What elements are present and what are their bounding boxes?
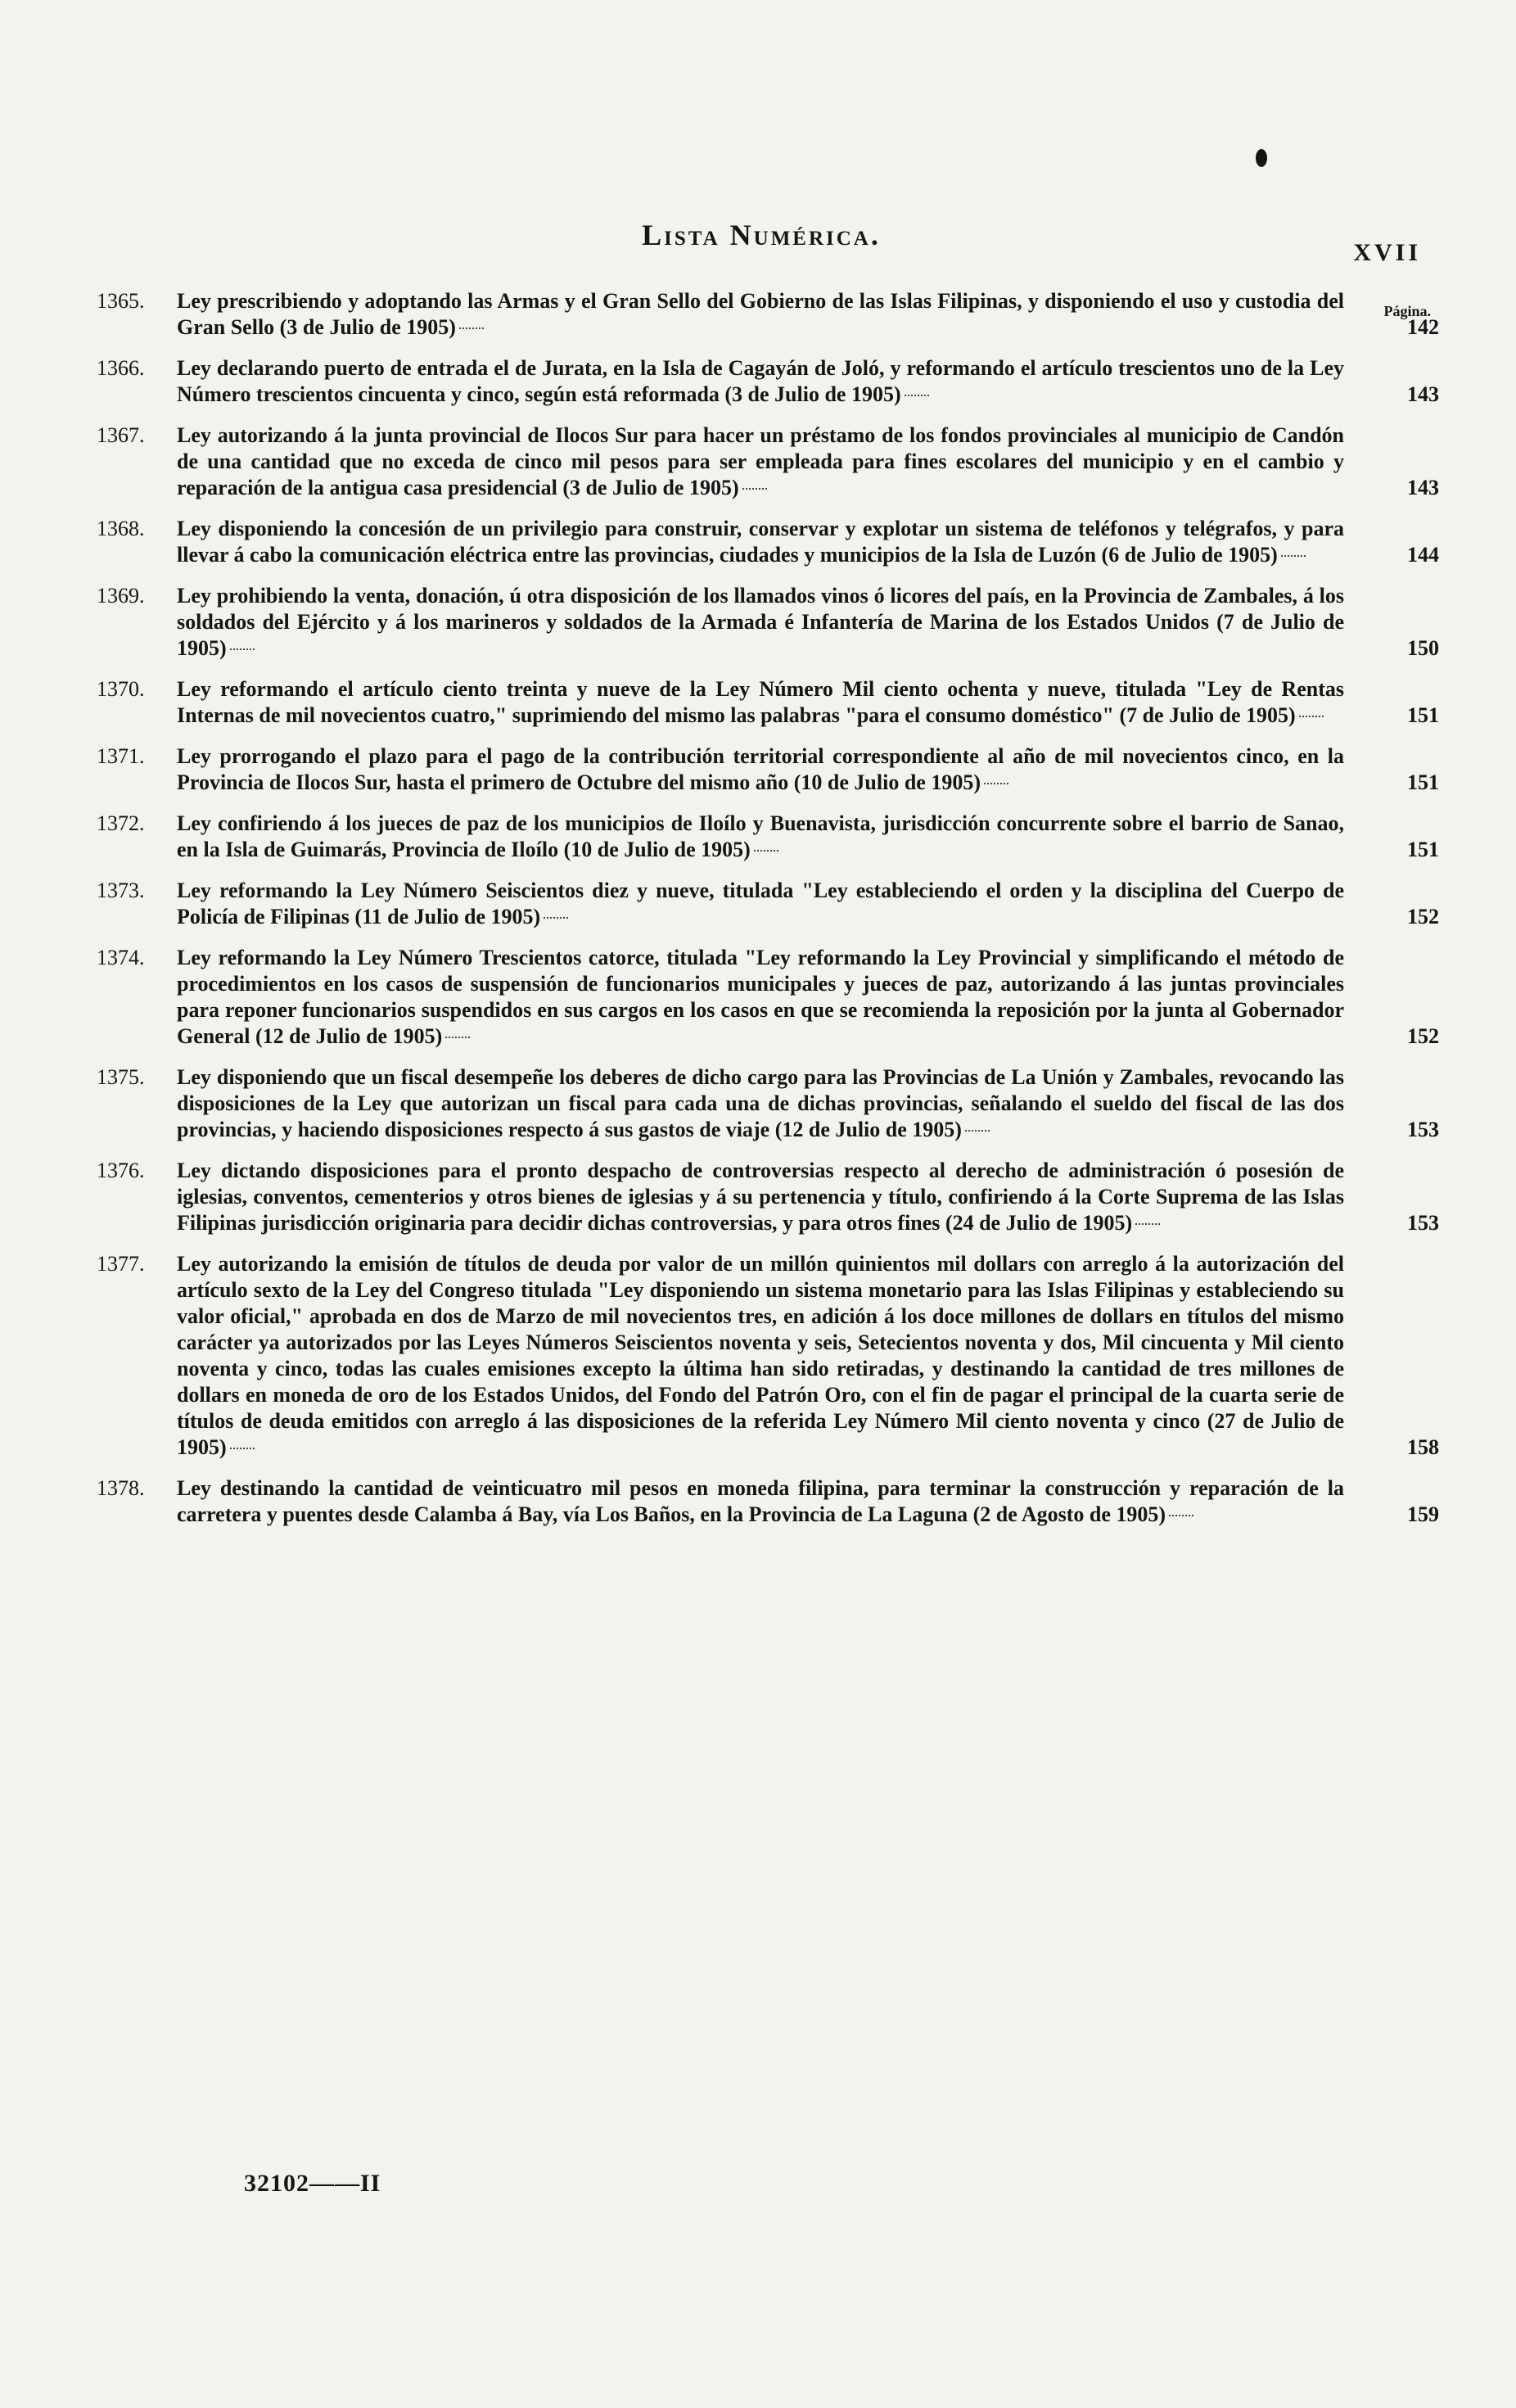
- entry-page: 143: [1407, 476, 1439, 499]
- entry-page: 151: [1407, 703, 1439, 727]
- entry-number: 1371.: [97, 744, 145, 768]
- list-item: [97, 1158, 1439, 1236]
- entry-text: Ley disponiendo que un fiscal desempeñe los deberes de dicho cargo para las Provincias de La Unión y Zambales, revocando las disposiciones de la Ley que autorizan un fiscal para cada una de dichas provincias, señalando el sueldo del fiscal de las dos provincias, y haciendo disposiciones respecto á sus gastos de viaje (12 de Julio de 1905): [177, 1065, 1344, 1141]
- entry-number: 1374.: [97, 946, 145, 969]
- entry-number: 1367.: [97, 423, 145, 447]
- entry-text: Ley reformando el artículo ciento treinta y nueve de la Ley Número Mil ciento ochenta y nueve, titulada "Ley de Rentas Internas de mil novecientos cuatro," suprimiendo del mismo las palabras "para el consumo doméstico" (7 de Julio de 1905): [177, 677, 1344, 727]
- entry-number: 1376.: [97, 1159, 145, 1182]
- entry-page: 151: [1407, 770, 1439, 794]
- entry-number: 1370.: [97, 677, 145, 701]
- entry-page: 152: [1407, 905, 1439, 928]
- entry-number: 1366.: [97, 356, 145, 380]
- list-item: [97, 811, 1439, 863]
- entry-text: Ley prorrogando el plazo para el pago de la contribución territorial correspondiente al año de mil novecientos cinco, en la Provincia de Ilocos Sur, hasta el primero de Octubre del mismo año (10 de Julio de 1905): [177, 744, 1344, 794]
- entry-number: 1365.: [97, 289, 145, 313]
- entry-text: Ley prescribiendo y adoptando las Armas y el Gran Sello del Gobierno de las Islas Filipinas, y disponiendo el uso y custodia del Gran Sello (3 de Julio de 1905): [177, 289, 1344, 339]
- entry-page: 151: [1407, 838, 1439, 861]
- entry-number: 1372.: [97, 811, 145, 835]
- list-item: [97, 1475, 1439, 1528]
- entry-number: 1369.: [97, 584, 145, 608]
- entry-page: 142: [1407, 315, 1439, 339]
- entry-page: 150: [1407, 636, 1439, 660]
- entry-number: 1377.: [97, 1252, 145, 1276]
- ink-dot: [1256, 149, 1267, 167]
- list-item: [97, 355, 1439, 408]
- entry-page: 153: [1407, 1118, 1439, 1141]
- entry-list: [97, 288, 1439, 1543]
- list-item: [97, 1064, 1439, 1143]
- list-item: [97, 583, 1439, 662]
- entry-text: Ley dictando disposiciones para el pronto despacho de controversias respecto al derecho de administración ó posesión de iglesias, conventos, cementerios y otros bienes de iglesias y á su pertenencia y título, confiriendo á la Corte Suprema de las Islas Filipinas jurisdicción originaria para decidir dichas controversias, y para otros fines (24 de Julio de 1905): [177, 1159, 1344, 1235]
- entry-number: 1368.: [97, 517, 145, 540]
- page-number: XVII: [1353, 239, 1421, 266]
- entry-number: 1373.: [97, 879, 145, 902]
- entry-page: 143: [1407, 382, 1439, 406]
- entry-number: 1375.: [97, 1065, 145, 1089]
- page-column-label: Página.: [1383, 303, 1431, 319]
- entry-text: Ley destinando la cantidad de veinticuatro mil pesos en moneda filipina, para terminar la construcción y reparación de la carretera y puentes desde Calamba á Bay, vía Los Baños, en la Provincia de La Laguna (2 de Agosto de 1905): [177, 1476, 1344, 1526]
- list-item: [97, 676, 1439, 729]
- entry-text: Ley confiriendo á los jueces de paz de los municipios de Iloílo y Buenavista, jurisdicción concurrente sobre el barrio de Sanao, en la Isla de Guimarás, Provincia de Iloílo (10 de Julio de 1905): [177, 811, 1344, 861]
- list-item: [97, 516, 1439, 568]
- entry-number: 1378.: [97, 1476, 145, 1500]
- entry-text: Ley declarando puerto de entrada el de Jurata, en la Isla de Cagayán de Joló, y reformando el artículo trescientos uno de la Ley Número trescientos cincuenta y cinco, según está reformada (3 de Julio de 1905): [177, 356, 1344, 406]
- entry-text: Ley autorizando la emisión de títulos de deuda por valor de un millón quinientos mil dollars con arreglo á la autorización del artículo sexto de la Ley del Congreso titulada "Ley disponiendo un sistema monetario para las Islas Filipinas y estableciendo su valor oficial," aprobada en dos de Marzo de mil novecientos tres, en adición á los doce millones de dollars en títulos del mismo carácter ya autorizados por las Leyes Números Seiscientos noventa y seis, Setecientos noventa y dos, Mil cincuenta y Mil ciento noventa y cinco, todas las cuales emisiones excepto la última han sido retiradas, y destinando la cantidad de tres millones de dollars en moneda de oro de los Estados Unidos, del Fondo del Patrón Oro, con el fin de pagar el principal de la cuarta serie de títulos de deuda emitidos con arreglo á las disposiciones de la referida Ley Número Mil ciento noventa y cinco (27 de Julio de 1905): [177, 1252, 1344, 1459]
- list-item: [97, 743, 1439, 796]
- entry-text: Ley autorizando á la junta provincial de Ilocos Sur para hacer un préstamo de los fondos provinciales al municipio de Candón de una cantidad que no exceda de cinco mil pesos para ser empleada para fines escolares del municipio y en el cambio y reparación de la antigua casa presidencial (3 de Julio de 1905): [177, 423, 1344, 499]
- entry-page: 152: [1407, 1024, 1439, 1048]
- entry-text: Ley reformando la Ley Número Trescientos catorce, titulada "Ley reformando la Ley Provincial y simplificando el método de procedimientos en los casos de suspensión de funcionarios municipales y jueces de paz, autorizando á las juntas provinciales para reponer funcionarios suspendidos en sus cargos en los casos en que se recomienda la reposición por la junta al Gobernador General (12 de Julio de 1905): [177, 946, 1344, 1048]
- list-item: [97, 878, 1439, 930]
- list-item: [97, 1251, 1439, 1461]
- list-item: [97, 422, 1439, 501]
- page-title: Lista Numérica.: [642, 219, 881, 251]
- list-item: [97, 945, 1439, 1050]
- printer-signature: 32102——II: [244, 2170, 381, 2197]
- entry-page: 144: [1407, 543, 1439, 567]
- entry-page: 153: [1407, 1211, 1439, 1235]
- entry-text: Ley reformando la Ley Número Seiscientos diez y nueve, titulada "Ley estableciendo el orden y la disciplina del Cuerpo de Policía de Filipinas (11 de Julio de 1905): [177, 879, 1344, 928]
- entry-page: 158: [1407, 1435, 1439, 1459]
- entry-page: 159: [1407, 1502, 1439, 1526]
- entry-text: Ley prohibiendo la venta, donación, ú otra disposición de los llamados vinos ó licores del país, en la Provincia de Zambales, á los soldados del Ejército y á los marineros y soldados de la Armada é Infantería de Marina de los Estados Unidos (7 de Julio de 1905): [177, 584, 1344, 660]
- entry-text: Ley disponiendo la concesión de un privilegio para construir, conservar y explotar un sistema de teléfonos y telégrafos, y para llevar á cabo la comunicación eléctrica entre las provincias, ciudades y municipios de la Isla de Luzón (6 de Julio de 1905): [177, 517, 1344, 567]
- list-item: [97, 288, 1439, 341]
